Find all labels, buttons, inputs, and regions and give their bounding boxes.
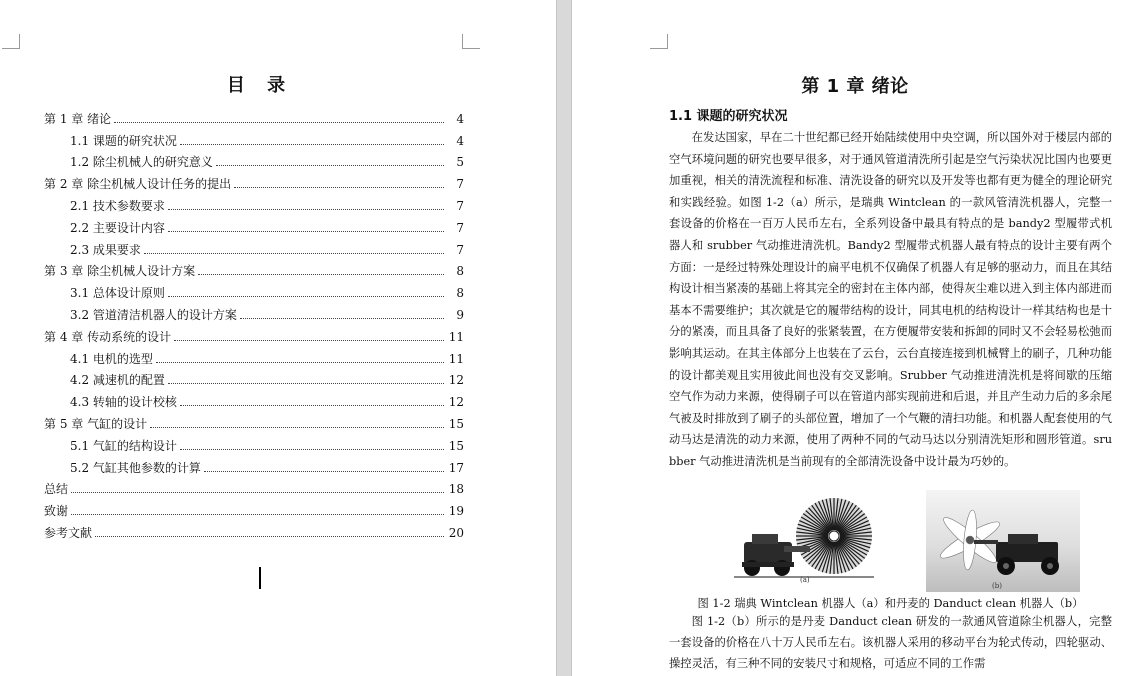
chapter-page[interactable] — [572, 0, 1138, 676]
toc-page-number: 7 — [456, 177, 464, 192]
toc-entry-title: 第 1 章 绪论 — [44, 111, 112, 126]
toc-entry-title: 参考文献 — [44, 525, 93, 540]
toc-entry-title: 4.2 减速机的配置 — [70, 373, 165, 388]
toc-dot-leader — [71, 514, 444, 515]
toc-dot-leader — [198, 274, 444, 275]
toc-entry-title: 4.1 电机的选型 — [70, 351, 153, 366]
toc-page-number: 20 — [448, 525, 464, 540]
toc-dot-leader — [144, 253, 444, 254]
toc-entry-title: 第 4 章 传动系统的设计 — [44, 329, 172, 344]
toc-dot-leader — [180, 405, 444, 406]
toc-entry-title: 5.1 气缸的结构设计 — [70, 438, 177, 453]
toc-dot-leader — [180, 449, 444, 450]
figure-caption: 图 1-2 瑞典 Wintclean 机器人（a）和丹麦的 Danduct clean 机器人（b） — [697, 597, 1084, 610]
toc-entry[interactable] — [44, 366, 464, 388]
toc-page-number: 17 — [448, 460, 464, 475]
toc-entry[interactable] — [44, 257, 464, 279]
toc-entry[interactable] — [44, 104, 464, 126]
text-cursor — [259, 567, 261, 589]
paragraph-2: 图 1-2（b）所示的是丹麦 Danduct clean 研发的一款通风管道除尘机器人，完整一套设备的价格在八十万人民币左右。该机器人采用的移动平台为轮式传动，四轮驱动、操控灵活，有三种不同的安装尺寸和规格，可适应不同的工作需 — [669, 615, 1112, 671]
toc-page-number: 5 — [456, 155, 464, 170]
toc-entry[interactable] — [44, 322, 464, 344]
toc-dot-leader — [95, 536, 444, 537]
toc-entry[interactable] — [44, 148, 464, 170]
toc-entry-title: 3.1 总体设计原则 — [70, 286, 165, 301]
figure-b-label: (b) — [992, 582, 1002, 590]
toc-page-number: 12 — [448, 395, 464, 410]
propeller-robot-illustration — [926, 490, 1080, 592]
toc-page-number: 19 — [448, 504, 464, 519]
toc-page-number: 12 — [448, 373, 464, 388]
figure-a-robot-image[interactable] — [734, 490, 874, 592]
toc-page[interactable] — [0, 0, 556, 676]
toc-entry-title: 致谢 — [44, 504, 69, 519]
figure-b-robot-image[interactable] — [926, 490, 1080, 592]
toc-dot-leader — [180, 144, 444, 145]
paragraph-1: 在发达国家，早在二十世纪都已经开始陆续使用中央空调，所以国外对于楼层内部的空气环境问题的研究也要早很多，对于通风管道清洗所引起是空气污染状况比国内也要更加重视，相关的清洗流程和标准、清洗设备的研究以及开发等也都有更为健全的理论研究和实践经验。如图 1-2（a）所示，是瑞典 Wintclean 的一款风管清洗机器人，完整一套设备的价格在一百万人民币左右，全系列设备中最具有特点的是 bandy2 型履带式机器人和 srubber 气动推进清洗机。Bandy2 型履带式机器人最有特点的设计主要有两个方面：一是经过特殊处理设计的扁平电机不仅确保了机器人有足够的驱动力，而且在其结构设计相当紧凑的基础上将其完全的密封在主体内部，使得灰尘难以进入到主体内部进而基本不需要维护；其次就是它的履带结构的设计，同其电机的结构设计一样其结构也是十分的紧凑，而且具备了良好的张紧装置，在方便履带安装和拆卸的同时又不会轻易松弛而影响其运动。在其主体部分上也装在了云台，云台直接连接到机械臂上的刷子，几种功能的设计都美观且实用彼此间也没有交叉影响。Srubber 气动推进清洗机是将间歇的压缩空气作为动力来源，使得刷子可以在管道内部实现前进和后退，并且产生动力后的多余尾气被及时排放到了刷子的头部位置，增加了一个气鞭的清扫功能。和机器人配套使用的气动马达是清洗的动力来源，使用了两种不同的气动马达以分别清洗矩形和圆形管道。srubber 气动推进清洗机是当前现有的全部清洗设备中设计最为巧妙的。 — [669, 131, 1112, 468]
figure-a-label: (a) — [800, 576, 810, 584]
toc-page-number: 18 — [448, 482, 464, 497]
toc-dot-leader — [150, 427, 444, 428]
brush-wheel — [796, 498, 872, 574]
toc-page-number: 11 — [448, 351, 464, 366]
toc-page-number: 9 — [456, 307, 464, 322]
toc-page-number: 4 — [456, 111, 464, 126]
toc-page-number: 15 — [448, 416, 464, 431]
toc-entry-title: 2.2 主要设计内容 — [70, 220, 165, 235]
toc-entry-title: 1.2 除尘机械人的研究意义 — [70, 155, 213, 170]
toc-entry-title: 第 2 章 除尘机械人设计任务的提出 — [44, 177, 232, 192]
section-title: 1.1 课题的研究状况 — [669, 109, 788, 124]
toc-entry[interactable] — [44, 475, 464, 497]
chapter-title: 第 1 章 绪论 — [801, 76, 909, 97]
toc-entry-title: 2.3 成果要求 — [70, 242, 141, 257]
toc-entry-title: 5.2 气缸其他参数的计算 — [70, 460, 201, 475]
toc-dot-leader — [168, 231, 444, 232]
toc-entry-title: 4.3 转轴的设计校核 — [70, 395, 177, 410]
toc-dot-leader — [240, 318, 444, 319]
toc-dot-leader — [168, 296, 444, 297]
toc-entry[interactable] — [44, 344, 464, 366]
toc-entry-title: 第 3 章 除尘机械人设计方案 — [44, 264, 196, 279]
toc-entry-title: 1.1 课题的研究状况 — [70, 133, 177, 148]
toc-entry[interactable] — [44, 213, 464, 235]
toc-dot-leader — [216, 165, 444, 166]
toc-dot-leader — [71, 492, 444, 493]
toc-dot-leader — [204, 471, 444, 472]
toc-entry[interactable] — [44, 409, 464, 431]
toc-entry[interactable] — [44, 496, 464, 518]
toc-entry-title: 第 5 章 气缸的设计 — [44, 416, 148, 431]
toc-entry[interactable] — [44, 387, 464, 409]
toc-list — [44, 104, 464, 540]
crop-mark-top-right — [462, 34, 480, 49]
toc-page-number: 7 — [456, 242, 464, 257]
toc-page-number: 7 — [456, 198, 464, 213]
toc-page-number: 4 — [456, 133, 464, 148]
toc-entry[interactable] — [44, 191, 464, 213]
toc-entry-title: 总结 — [44, 482, 69, 497]
toc-entry[interactable] — [44, 431, 464, 453]
toc-dot-leader — [168, 209, 444, 210]
toc-entry[interactable] — [44, 300, 464, 322]
toc-page-number: 11 — [448, 329, 464, 344]
toc-entry[interactable] — [44, 453, 464, 475]
toc-entry[interactable] — [44, 126, 464, 148]
toc-entry[interactable] — [44, 235, 464, 257]
toc-entry[interactable] — [44, 518, 464, 540]
toc-page-number: 8 — [456, 286, 464, 301]
crop-mark-top-left — [650, 34, 668, 49]
page-gutter — [556, 0, 572, 676]
crop-mark-top-left — [2, 34, 20, 49]
toc-entry-title: 3.2 管道清洁机器人的设计方案 — [70, 307, 237, 322]
toc-dot-leader — [156, 362, 444, 363]
toc-title: 目 录 — [226, 75, 294, 96]
toc-page-number: 8 — [456, 264, 464, 279]
toc-dot-leader — [168, 383, 444, 384]
toc-dot-leader — [174, 340, 444, 341]
toc-entry[interactable] — [44, 169, 464, 191]
toc-dot-leader — [114, 122, 444, 123]
toc-entry[interactable] — [44, 278, 464, 300]
toc-dot-leader — [234, 187, 444, 188]
toc-page-number: 15 — [448, 438, 464, 453]
toc-entry-title: 2.1 技术参数要求 — [70, 198, 165, 213]
toc-page-number: 7 — [456, 220, 464, 235]
